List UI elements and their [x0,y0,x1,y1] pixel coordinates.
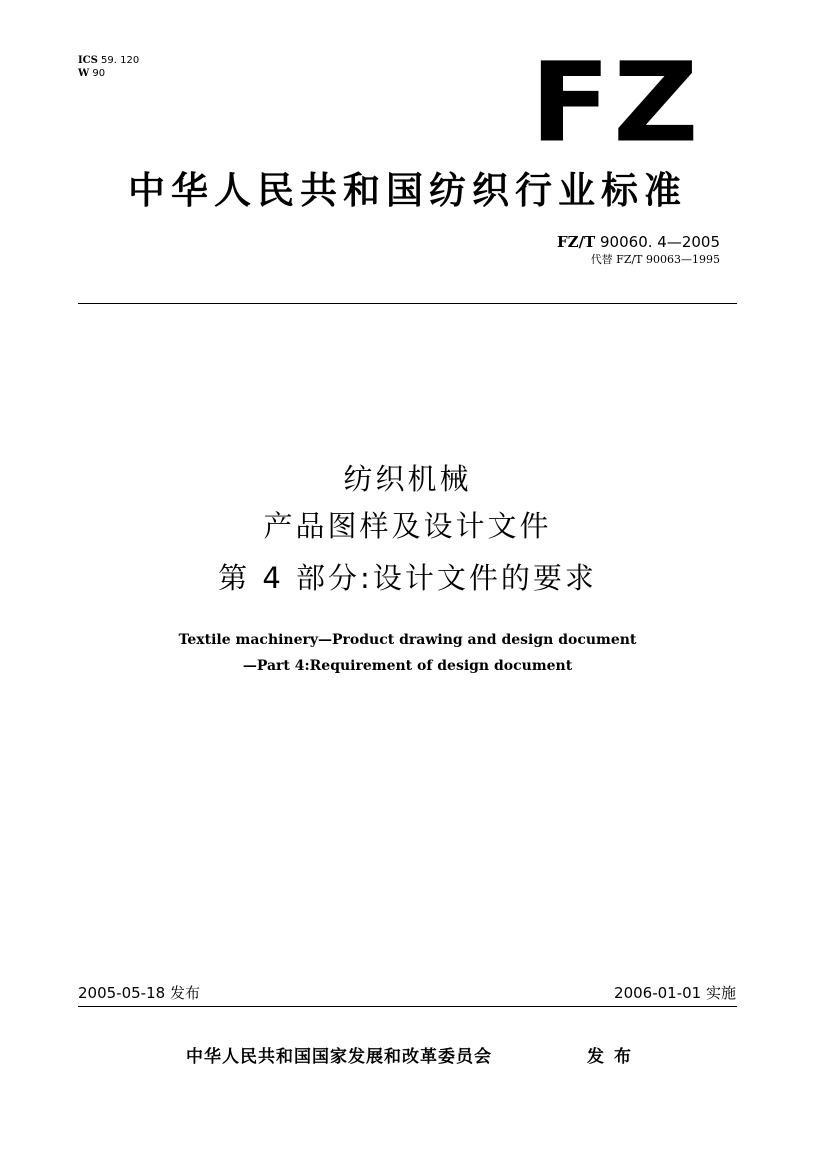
fz-logo: FZ [530,38,701,167]
implementation-date: 2006-01-01 实施 [614,984,736,1002]
ics-code: 59. 120 [101,55,140,66]
bottom-divider [78,1006,737,1007]
issue-date: 2005-05-18 发布 [78,984,200,1002]
issuer-name: 中华人民共和国国家发展和改革委员会 [186,1047,492,1067]
title-en-line2: —Part 4:Requirement of design document [242,658,573,674]
title-cn-line3: 第 4 部分:设计文件的要求 [218,561,597,595]
w-line [78,67,139,80]
ics-label: ICS [78,55,98,66]
title-cn-line2: 产品图样及设计文件 [263,509,552,543]
title-cn-line1: 纺织机械 [343,462,472,496]
ics-codes [78,54,139,80]
issuer-action: 发布 [587,1047,641,1067]
replaces-standard: 代替 FZ/T 90063—1995 [590,253,720,266]
standard-number-prefix: FZ/T [556,233,596,251]
title-en-line1: Textile machinery—Product drawing and design document [178,632,637,648]
standard-title: 中华人民共和国纺织行业标准 [128,169,687,212]
standard-number-value: 90060. 4—2005 [600,233,720,251]
ics-line [78,54,139,67]
w-label: W [78,68,90,79]
top-divider [78,303,737,304]
standard-number [557,233,720,251]
w-code: 90 [92,68,106,79]
